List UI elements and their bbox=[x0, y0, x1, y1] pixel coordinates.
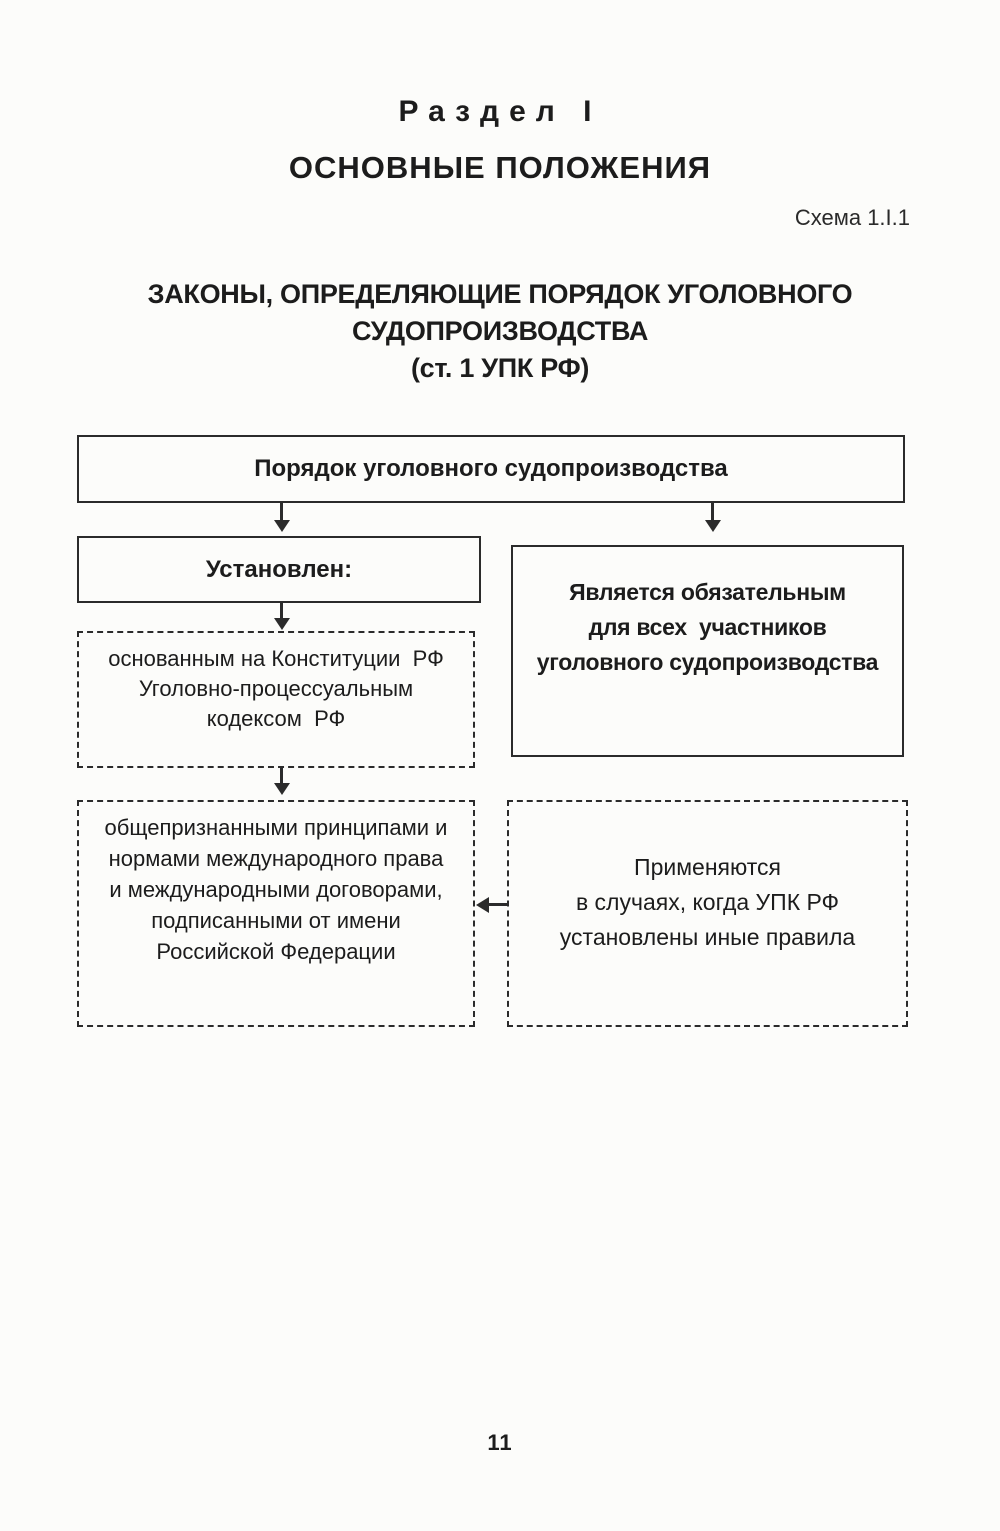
arrowhead-down-icon bbox=[274, 520, 290, 532]
box-procedure-root-label: Порядок уголовного судопроизводства bbox=[254, 455, 728, 482]
section-title: ОСНОВНЫЕ ПОЛОЖЕНИЯ bbox=[288, 150, 712, 185]
arrow-down-root-to-mandatory-icon bbox=[711, 503, 714, 520]
arrowhead-down-icon bbox=[274, 783, 290, 795]
arrow-down-root-to-established-icon bbox=[280, 503, 283, 520]
box-international-line: подписанными от имени bbox=[151, 908, 401, 933]
box-mandatory-line: уголовного судопроизводства bbox=[536, 649, 879, 675]
box-international-line: Российской Федерации bbox=[156, 939, 396, 964]
box-applied-line: Применяются bbox=[634, 854, 781, 880]
diagram-title bbox=[0, 276, 1000, 387]
arrow-down-constitution-to-international-icon bbox=[280, 768, 283, 783]
arrow-left-applied-to-international-icon bbox=[489, 903, 507, 906]
arrowhead-left-icon bbox=[476, 897, 489, 913]
schema-number-label: Схема 1.I.1 bbox=[794, 205, 910, 230]
box-applied-line: установлены иные правила bbox=[559, 924, 856, 950]
arrowhead-down-icon bbox=[274, 618, 290, 630]
box-constitution-line: Уголовно-процессуальным bbox=[138, 676, 414, 701]
box-constitution bbox=[77, 631, 475, 768]
diagram-title-line: ЗАКОНЫ, ОПРЕДЕЛЯЮЩИЕ ПОРЯДОК УГОЛОВНОГО bbox=[147, 279, 853, 309]
diagram-title-line: СУДОПРОИЗВОДСТВА bbox=[351, 316, 649, 346]
arrow-down-established-to-constitution-icon bbox=[280, 603, 283, 618]
box-applied-line: в случаях, когда УПК РФ bbox=[575, 889, 840, 915]
box-constitution-line: основанным на Конституции РФ bbox=[108, 646, 444, 671]
box-mandatory-line: для всех участников bbox=[588, 614, 827, 640]
box-constitution-line: кодексом РФ bbox=[206, 706, 346, 731]
box-mandatory bbox=[511, 545, 904, 757]
box-international bbox=[77, 800, 475, 1027]
box-procedure-root bbox=[77, 435, 905, 503]
box-established-label: Установлен: bbox=[205, 555, 353, 583]
box-mandatory-line: Является обязательным bbox=[569, 579, 846, 605]
arrowhead-down-icon bbox=[705, 520, 721, 532]
section-label: Раздел I bbox=[398, 95, 602, 128]
box-international-line: и международными договорами, bbox=[109, 877, 443, 902]
box-applied bbox=[507, 800, 908, 1027]
page-number: 11 bbox=[487, 1430, 513, 1455]
box-established bbox=[77, 536, 481, 603]
box-international-line: нормами международного права bbox=[108, 846, 444, 871]
box-international-line: общепризнанными принципами и bbox=[104, 815, 448, 840]
diagram-title-line: (ст. 1 УПК РФ) bbox=[410, 353, 590, 383]
